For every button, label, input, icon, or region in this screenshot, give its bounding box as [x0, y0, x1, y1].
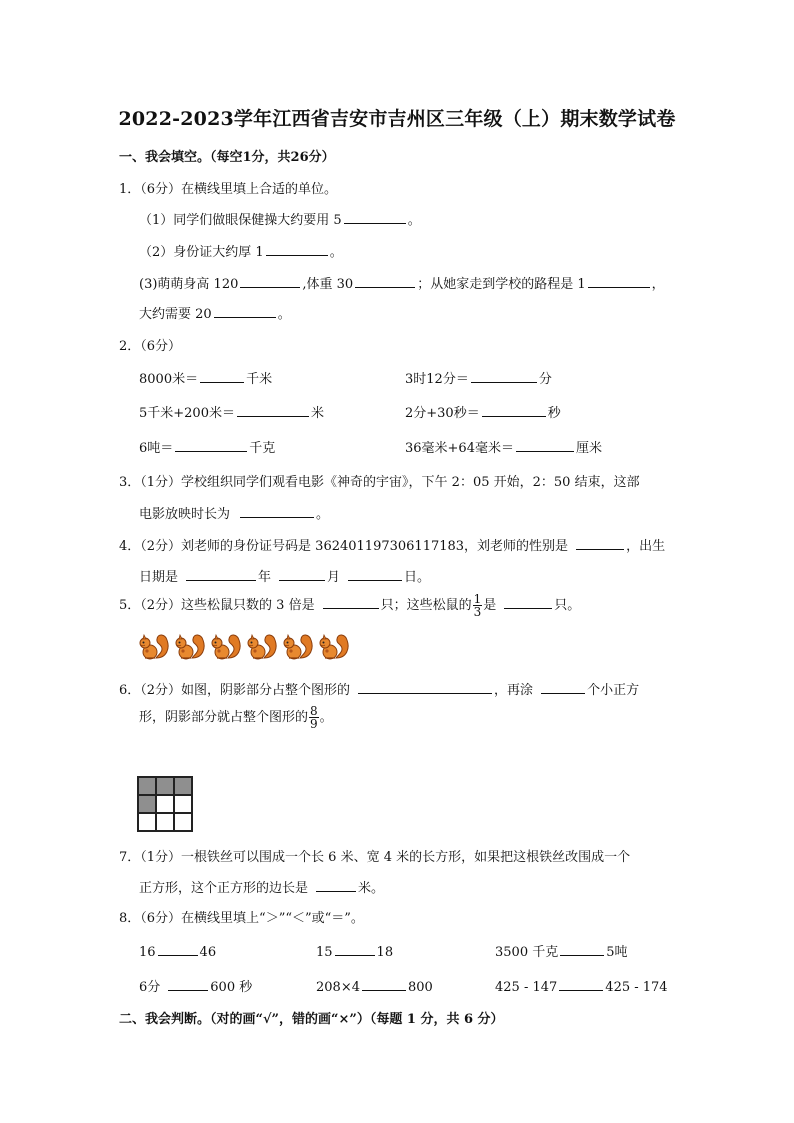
- fraction-denominator: 9: [310, 717, 318, 731]
- q8-compare-1: [139, 941, 216, 960]
- answer-blank[interactable]: [240, 273, 300, 288]
- section-heading-1: 一、我会填空。（每空1分，共26分）: [119, 150, 335, 165]
- grid-cell-shaded: [138, 795, 156, 813]
- answer-blank[interactable]: [358, 679, 492, 694]
- q7-text: 正方形，这个正方形的边长是: [139, 881, 309, 896]
- compare-left: 3500 千克: [495, 945, 559, 960]
- question-7-line-1: 7．（1分）一根铁丝可以围成一个长 6 米、宽 4 米的长方形，如果把这根铁丝改围成一个: [119, 850, 631, 865]
- squirrel-icon: [317, 630, 351, 664]
- grid-cell-shaded: [156, 777, 174, 795]
- q1b-text: （2）身份证大约厚 1: [139, 245, 264, 260]
- q5-text: 5．（2分）这些松鼠只数的 3 倍是: [119, 598, 315, 613]
- q2-item-unit: 分: [538, 372, 552, 387]
- q4-text-2: 日期是: [139, 570, 179, 585]
- q8-compare-2: [316, 941, 393, 960]
- answer-blank[interactable]: [348, 566, 402, 581]
- fraction-numerator: 1: [473, 592, 482, 606]
- question-6-line-1: [119, 679, 639, 698]
- question-4-line-1: [119, 535, 665, 554]
- grid-cell-shaded: [138, 777, 156, 795]
- q1a-text: （1）同学们做眼保健操大约要用 5: [139, 213, 342, 228]
- question-1a: [139, 209, 421, 228]
- q5-end: 只。: [554, 598, 581, 613]
- q1d-text: 大约需要 20: [139, 307, 212, 322]
- compare-left: 15: [316, 945, 333, 960]
- fraction-one-third: [473, 593, 483, 618]
- answer-blank[interactable]: [362, 976, 406, 991]
- answer-blank[interactable]: [168, 976, 208, 991]
- answer-blank[interactable]: [560, 941, 604, 956]
- q2-item-text: 5千米+200米＝: [139, 406, 235, 421]
- q4-year: 年: [258, 570, 272, 585]
- compare-right: 800: [407, 980, 433, 995]
- answer-blank[interactable]: [576, 535, 624, 550]
- answer-blank[interactable]: [541, 679, 585, 694]
- compare-left: 208×4: [316, 980, 360, 995]
- q2-item-2: [405, 368, 552, 387]
- compare-right: 18: [376, 945, 394, 960]
- question-1c: [139, 273, 665, 292]
- answer-blank[interactable]: [504, 594, 552, 609]
- answer-blank[interactable]: [355, 273, 415, 288]
- answer-blank[interactable]: [214, 303, 276, 318]
- q6-text: 6．（2分）如图，阴影部分占整个图形的: [119, 683, 351, 698]
- q5-text-2: 只；这些松鼠的: [380, 598, 472, 613]
- grid-cell-empty: [138, 813, 156, 831]
- q4-day: 日。: [404, 570, 431, 585]
- q2-item-text: 3时12分＝: [405, 372, 469, 387]
- squirrel-icon: [173, 630, 207, 664]
- question-7-line-2: [139, 877, 384, 896]
- compare-right: 600 秒: [210, 980, 253, 995]
- q5-text-3: 是: [483, 598, 497, 613]
- q6-text-2: ，再涂: [494, 683, 534, 698]
- q6-end: 。: [319, 710, 333, 725]
- q8-compare-3: [495, 941, 628, 960]
- squirrel-row: [137, 630, 351, 664]
- compare-left: 6分: [139, 980, 161, 995]
- question-5: [119, 593, 580, 618]
- answer-blank[interactable]: [344, 209, 406, 224]
- answer-blank[interactable]: [158, 941, 198, 956]
- question-1d: [139, 303, 291, 322]
- question-2-stem: 2．（6分）: [119, 339, 182, 354]
- q1a-end: 。: [407, 213, 421, 228]
- answer-blank[interactable]: [335, 941, 375, 956]
- grid-cell-shaded: [174, 777, 192, 795]
- grid-cell-empty: [156, 795, 174, 813]
- q2-item-unit: 米: [310, 406, 324, 421]
- q7-end: 米。: [358, 881, 385, 896]
- q6-text-3: 个小正方: [587, 683, 640, 698]
- q2-item-4: [405, 402, 561, 421]
- grid-cell-empty: [174, 813, 192, 831]
- q4-end: ，出生: [626, 539, 666, 554]
- answer-blank[interactable]: [559, 976, 603, 991]
- question-6-line-2: [139, 705, 333, 730]
- answer-blank[interactable]: [323, 594, 379, 609]
- compare-left: 16: [139, 945, 156, 960]
- q3-end: 。: [316, 507, 330, 522]
- compare-right: 5吨: [606, 945, 628, 960]
- question-8-stem: 8．（6分）在横线里填上“＞”“＜”或“＝”。: [119, 911, 364, 926]
- question-1b: [139, 241, 343, 260]
- answer-blank[interactable]: [316, 877, 356, 892]
- answer-blank[interactable]: [588, 273, 650, 288]
- q2-item-text: 2分+30秒＝: [405, 406, 480, 421]
- q1d-end: 。: [277, 307, 291, 322]
- section-heading-2: 二、我会判断。（对的画“√”，错的画“×”）（每题 1 分，共 6 分）: [119, 1012, 504, 1027]
- compare-right: 425 - 174: [605, 980, 668, 995]
- compare-left: 425 - 147: [495, 980, 558, 995]
- squirrel-icon: [281, 630, 315, 664]
- q2-item-text: 36毫米+64毫米＝: [405, 441, 514, 456]
- question-4-line-2: [139, 566, 430, 585]
- q4-text: 4．（2分）刘老师的身份证号码是 362401197306117183，刘老师的性别是: [119, 539, 569, 554]
- q2-item-text: 6吨＝: [139, 441, 174, 456]
- fraction-numerator: 8: [310, 704, 318, 718]
- grid-cell-empty: [156, 813, 174, 831]
- q2-item-unit: 秒: [547, 406, 561, 421]
- q2-item-unit: 千米: [246, 372, 273, 387]
- q8-compare-6: [495, 976, 668, 995]
- answer-blank[interactable]: [482, 402, 546, 417]
- q6-text-4: 形，阴影部分就占整个图形的: [139, 710, 309, 725]
- q8-compare-5: [316, 976, 433, 995]
- fraction-eight-ninths: [309, 705, 319, 730]
- answer-blank[interactable]: [471, 368, 537, 383]
- squirrel-icon: [209, 630, 243, 664]
- squirrel-icon: [137, 630, 171, 664]
- q2-item-text: 8000米＝: [139, 372, 199, 387]
- question-1-stem: 1．（6分）在横线里填上合适的单位。: [119, 182, 338, 197]
- q1c-text-1: (3)萌萌身高 120: [139, 277, 239, 292]
- q2-item-3: [139, 402, 324, 421]
- q3-text: 电影放映时长为: [139, 507, 231, 522]
- q2-item-unit: 千克: [249, 441, 276, 456]
- q1b-end: 。: [329, 245, 343, 260]
- answer-blank[interactable]: [516, 437, 574, 452]
- answer-blank[interactable]: [266, 241, 328, 256]
- grid-cell-empty: [174, 795, 192, 813]
- answer-blank[interactable]: [237, 402, 309, 417]
- squirrel-icon: [245, 630, 279, 664]
- question-3-line-2: [139, 503, 329, 522]
- answer-blank[interactable]: [279, 566, 325, 581]
- answer-blank[interactable]: [175, 437, 247, 452]
- q2-item-unit: 厘米: [575, 441, 602, 456]
- q1c-text-2: ,体重 30: [302, 277, 354, 292]
- question-3-line-1: 3．（1分）学校组织同学们观看电影《神奇的宇宙》，下午 2：05 开始，2：50 结束，这部: [119, 475, 640, 490]
- answer-blank[interactable]: [240, 503, 314, 518]
- q2-item-5: [139, 437, 275, 456]
- q2-item-1: [139, 368, 272, 387]
- q1c-text-3: ；从她家走到学校的路程是 1: [417, 277, 586, 292]
- answer-blank[interactable]: [200, 368, 244, 383]
- q8-compare-4: [139, 976, 252, 995]
- q4-month: 月: [327, 570, 341, 585]
- fraction-denominator: 3: [473, 605, 482, 619]
- page-title: 2022-2023学年江西省吉安市吉州区三年级（上）期末数学试卷: [118, 108, 676, 130]
- answer-blank[interactable]: [186, 566, 256, 581]
- compare-right: 46: [199, 945, 217, 960]
- q1c-text-4: ，: [651, 277, 665, 292]
- shaded-grid-figure: [137, 776, 193, 832]
- q2-item-6: [405, 437, 602, 456]
